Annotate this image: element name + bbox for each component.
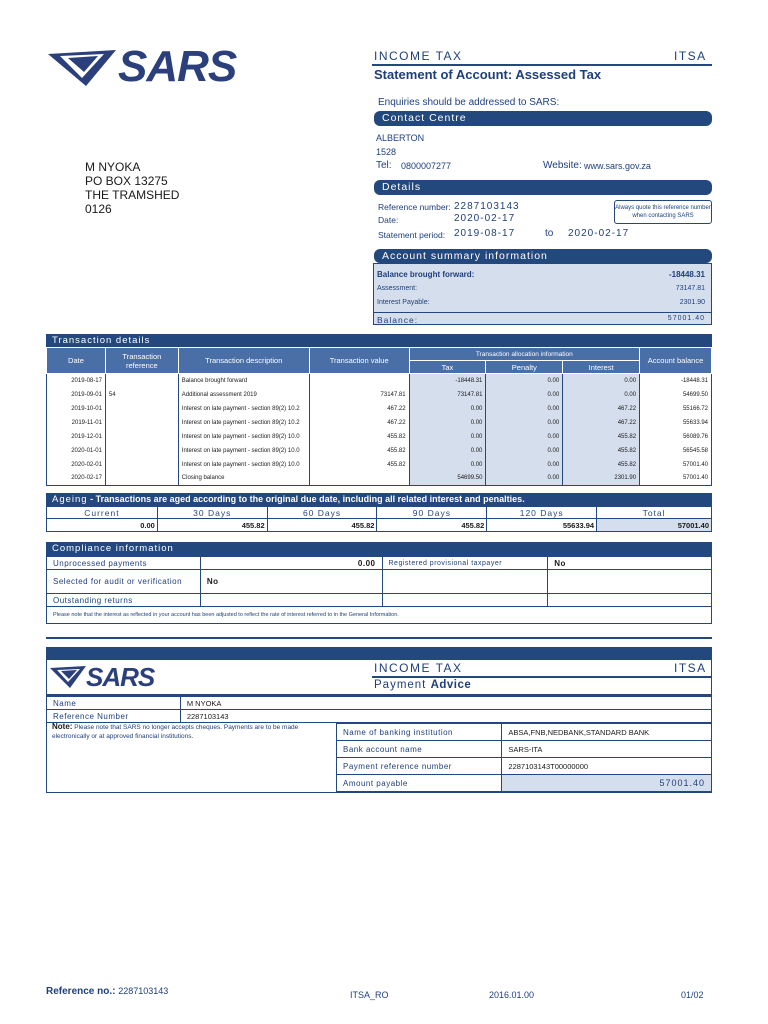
tax-code: ITSA bbox=[674, 49, 707, 63]
cell-balance: 55633.94 bbox=[640, 416, 712, 430]
cell-ref bbox=[105, 374, 178, 388]
summary-balance-value: 57001.40 bbox=[667, 315, 705, 322]
advice-tax-code: ITSA bbox=[674, 661, 707, 675]
table-row bbox=[47, 402, 712, 416]
amount-payable-value: 57001.40 bbox=[502, 775, 712, 792]
address-line-1: M NYOKA bbox=[85, 160, 141, 174]
contact-heading bbox=[374, 111, 712, 126]
summary-interest-label: Interest Payable: bbox=[377, 299, 430, 306]
contact-tel-label: Tel: bbox=[376, 160, 392, 171]
cell-interest: 0.00 bbox=[563, 374, 640, 388]
quote-reference-note bbox=[614, 200, 712, 224]
compliance-heading bbox=[46, 542, 712, 556]
cell-date: 2019-11-01 bbox=[47, 416, 106, 430]
cell-value: 73147.81 bbox=[309, 388, 409, 402]
contact-website-label: Website: bbox=[543, 160, 582, 171]
ageing-value: 455.82 bbox=[267, 519, 377, 532]
cell-balance: 56545.58 bbox=[640, 444, 712, 458]
cell-balance: 56089.76 bbox=[640, 430, 712, 444]
cell-balance: 55166.72 bbox=[640, 402, 712, 416]
enquiries-text: Enquiries should be addressed to SARS: bbox=[378, 97, 560, 108]
advice-name-label: Name bbox=[47, 697, 181, 710]
cell-balance: -18448.31 bbox=[640, 374, 712, 388]
footer-ref-value: 2287103143 bbox=[118, 986, 169, 996]
outstanding-label: Outstanding returns bbox=[47, 594, 201, 607]
advice-name-table bbox=[46, 696, 712, 723]
cell-tax: -18448.31 bbox=[409, 374, 486, 388]
cell-balance: 57001.40 bbox=[640, 458, 712, 472]
amount-payable-label: Amount payable bbox=[337, 775, 502, 792]
ageing-heading-text: - Transactions are aged according to the original due date, including all related interest and penalties. bbox=[87, 494, 525, 504]
cell-tax: 73147.81 bbox=[409, 388, 486, 402]
cell-ref bbox=[105, 472, 178, 486]
cell-tax: 54699.50 bbox=[409, 472, 486, 486]
details-period-label: Statement period: bbox=[378, 230, 446, 240]
bank-account-label: Bank account name bbox=[337, 741, 502, 758]
cell-penalty: 0.00 bbox=[486, 416, 563, 430]
advice-name-value: M NYOKA bbox=[180, 697, 711, 710]
summary-heading bbox=[374, 249, 712, 263]
cell-tax: 0.00 bbox=[409, 458, 486, 472]
table-row bbox=[47, 374, 712, 388]
advice-logo bbox=[48, 662, 168, 692]
col-date: Date bbox=[47, 348, 106, 374]
cell-value: 455.82 bbox=[309, 430, 409, 444]
col-penalty: Penalty bbox=[486, 361, 563, 374]
cell-penalty: 0.00 bbox=[486, 472, 563, 486]
ageing-heading-bold: Ageing bbox=[52, 494, 88, 505]
table-row bbox=[47, 458, 712, 472]
cell-desc: Interest on late payment - section 89(2) 10.0 bbox=[178, 444, 309, 458]
contact-tel: 0800007277 bbox=[401, 161, 452, 171]
cell-interest: 467.22 bbox=[563, 402, 640, 416]
footer-version: 2016.01.00 bbox=[489, 990, 535, 1000]
details-period-to-label: to bbox=[545, 228, 554, 239]
cell-interest: 455.82 bbox=[563, 430, 640, 444]
ageing-col-header: 30 Days bbox=[157, 507, 267, 519]
provisional-value: No bbox=[548, 557, 712, 570]
table-row bbox=[47, 472, 712, 486]
cell-date: 2020-01-01 bbox=[47, 444, 106, 458]
cell-interest: 455.82 bbox=[563, 444, 640, 458]
contact-website-link[interactable]: www.sars.gov.za bbox=[584, 161, 651, 171]
compliance-heading-label: Compliance information bbox=[52, 543, 174, 554]
cell-desc: Closing balance bbox=[178, 472, 309, 486]
contact-city: ALBERTON bbox=[376, 133, 425, 143]
details-date-label: Date: bbox=[378, 215, 399, 225]
summary-assessment-value: 73147.81 bbox=[675, 285, 705, 292]
cell-balance: 54699.50 bbox=[640, 388, 712, 402]
footer-ref bbox=[46, 986, 168, 997]
contact-heading-label: Contact Centre bbox=[382, 112, 467, 124]
advice-note-label: Note: bbox=[52, 722, 73, 731]
ageing-col-header: Total bbox=[597, 507, 712, 519]
outstanding-empty-2 bbox=[548, 594, 712, 607]
cell-tax: 0.00 bbox=[409, 402, 486, 416]
ageing-table bbox=[46, 506, 712, 532]
provisional-label: Registered provisional taxpayer bbox=[382, 557, 548, 570]
cell-value bbox=[309, 472, 409, 486]
footer-form-code: ITSA_RO bbox=[350, 990, 389, 1000]
cell-interest: 455.82 bbox=[563, 458, 640, 472]
table-row bbox=[47, 388, 712, 402]
cell-ref bbox=[105, 444, 178, 458]
summary-balance-row bbox=[377, 315, 705, 325]
cell-desc: Interest on late payment - section 89(2) 10.2 bbox=[178, 402, 309, 416]
cell-desc: Interest on late payment - section 89(2) 10.0 bbox=[178, 458, 309, 472]
cell-penalty: 0.00 bbox=[486, 458, 563, 472]
details-ref-label: Reference number: bbox=[378, 202, 451, 212]
contact-postal-code: 1528 bbox=[376, 147, 397, 157]
ageing-col-header: 90 Days bbox=[377, 507, 487, 519]
transactions-table bbox=[46, 347, 712, 486]
cell-tax: 0.00 bbox=[409, 416, 486, 430]
ageing-value: 55633.94 bbox=[487, 519, 597, 532]
ageing-value: 455.82 bbox=[377, 519, 487, 532]
table-row bbox=[47, 416, 712, 430]
page-title: Statement of Account: Assessed Tax bbox=[374, 67, 602, 82]
bank-account-value: SARS-ITA bbox=[502, 741, 712, 758]
account-summary-box bbox=[373, 263, 712, 325]
summary-bbf-value: -18448.31 bbox=[668, 270, 705, 279]
details-heading-label: Details bbox=[382, 181, 422, 193]
summary-interest-row bbox=[377, 299, 705, 306]
ageing-col-header: 60 Days bbox=[267, 507, 377, 519]
payment-ref-value: 2287103143T00000000 bbox=[502, 758, 712, 775]
cell-value: 467.22 bbox=[309, 402, 409, 416]
header-rule bbox=[372, 64, 712, 66]
cell-penalty: 0.00 bbox=[486, 374, 563, 388]
cell-desc: Interest on late payment - section 89(2) 10.2 bbox=[178, 416, 309, 430]
tax-type: INCOME TAX bbox=[374, 49, 463, 63]
cell-ref bbox=[105, 458, 178, 472]
summary-heading-label: Account summary information bbox=[382, 250, 548, 262]
summary-balance-label: Balance: bbox=[377, 315, 419, 325]
transactions-heading-label: Transaction details bbox=[52, 335, 151, 346]
cell-tax: 0.00 bbox=[409, 430, 486, 444]
page-divider bbox=[46, 637, 712, 639]
advice-tax-type: INCOME TAX bbox=[374, 661, 463, 675]
ageing-value: 0.00 bbox=[47, 519, 158, 532]
cell-ref bbox=[105, 402, 178, 416]
compliance-note: Please note that the interest as reflected in your account has been adjusted to reflect the rate of interest referred to in the General Information. bbox=[47, 607, 712, 624]
footer-ref-label: Reference no.: bbox=[46, 986, 116, 997]
advice-logo-text: SARS bbox=[86, 662, 155, 692]
cell-penalty: 0.00 bbox=[486, 430, 563, 444]
details-period-to: 2020-02-17 bbox=[568, 228, 630, 239]
cell-date: 2020-02-01 bbox=[47, 458, 106, 472]
summary-balance-rule bbox=[374, 312, 711, 313]
footer-page: 01/02 bbox=[681, 990, 704, 1000]
cell-interest: 2301.90 bbox=[563, 472, 640, 486]
col-tax: Tax bbox=[409, 361, 486, 374]
cell-interest: 467.22 bbox=[563, 416, 640, 430]
cell-penalty: 0.00 bbox=[486, 388, 563, 402]
cell-interest: 0.00 bbox=[563, 388, 640, 402]
details-period-from: 2019-08-17 bbox=[454, 228, 516, 239]
address-line-3: THE TRAMSHED bbox=[85, 188, 180, 202]
cell-ref: 54 bbox=[105, 388, 178, 402]
advice-title-a: Payment bbox=[374, 679, 431, 691]
advice-bank-table bbox=[336, 723, 712, 792]
cell-penalty: 0.00 bbox=[486, 402, 563, 416]
summary-bbf-label: Balance brought forward: bbox=[377, 270, 475, 279]
sars-logo bbox=[46, 42, 262, 92]
col-balance: Account balance bbox=[640, 348, 712, 374]
ageing-value: 455.82 bbox=[157, 519, 267, 532]
cell-penalty: 0.00 bbox=[486, 444, 563, 458]
ageing-value: 57001.40 bbox=[597, 519, 712, 532]
summary-interest-value: 2301.90 bbox=[679, 299, 705, 306]
logo-text: SARS bbox=[118, 42, 237, 91]
cell-tax: 0.00 bbox=[409, 444, 486, 458]
col-alloc: Transaction allocation information bbox=[409, 348, 640, 361]
col-ref: Transaction reference bbox=[105, 348, 178, 374]
advice-title-b: Advice bbox=[430, 679, 472, 691]
advice-top-bar bbox=[46, 647, 712, 660]
summary-assessment-row bbox=[377, 285, 705, 292]
cell-balance: 57001.40 bbox=[640, 472, 712, 486]
advice-ref-label: Reference Number bbox=[47, 710, 181, 723]
cell-desc: Interest on late payment - section 89(2) 10.0 bbox=[178, 430, 309, 444]
transactions-heading bbox=[46, 334, 712, 347]
advice-note bbox=[52, 723, 332, 741]
audit-empty-2 bbox=[548, 570, 712, 594]
cell-value bbox=[309, 374, 409, 388]
advice-title bbox=[374, 679, 471, 691]
audit-empty-1 bbox=[382, 570, 548, 594]
transactions-body bbox=[47, 374, 712, 486]
advice-ref-value: 2287103143 bbox=[180, 710, 711, 723]
table-row bbox=[47, 444, 712, 458]
cell-desc: Balance brought forward bbox=[178, 374, 309, 388]
details-heading bbox=[374, 180, 712, 195]
cell-ref bbox=[105, 416, 178, 430]
cell-desc: Additional assessment 2019 bbox=[178, 388, 309, 402]
cell-date: 2020-02-17 bbox=[47, 472, 106, 486]
ageing-col-header: Current bbox=[47, 507, 158, 519]
col-desc: Transaction description bbox=[178, 348, 309, 374]
details-ref-value: 2287103143 bbox=[454, 201, 520, 212]
outstanding-empty-1 bbox=[382, 594, 548, 607]
advice-note-text: Please note that SARS no longer accepts cheques. Payments are to be made electronically or at approved financial institutions. bbox=[52, 724, 299, 740]
payment-ref-label: Payment reference number bbox=[337, 758, 502, 775]
table-row bbox=[47, 430, 712, 444]
quote-reference-note-text: Always quote this reference number when contacting SARS bbox=[615, 205, 711, 219]
audit-label: Selected for audit or verification bbox=[47, 570, 201, 594]
cell-value: 467.22 bbox=[309, 416, 409, 430]
ageing-heading bbox=[46, 493, 712, 506]
summary-bbf-row bbox=[377, 270, 705, 279]
summary-assessment-label: Assessment: bbox=[377, 285, 418, 292]
cell-value: 455.82 bbox=[309, 458, 409, 472]
cell-date: 2019-12-01 bbox=[47, 430, 106, 444]
cell-value: 455.82 bbox=[309, 444, 409, 458]
col-value: Transaction value bbox=[309, 348, 409, 374]
cell-date: 2019-08-17 bbox=[47, 374, 106, 388]
outstanding-value bbox=[200, 594, 382, 607]
compliance-table bbox=[46, 556, 712, 624]
ageing-col-header: 120 Days bbox=[487, 507, 597, 519]
address-line-2: PO BOX 13275 bbox=[85, 174, 168, 188]
cell-date: 2019-09-01 bbox=[47, 388, 106, 402]
col-interest: Interest bbox=[563, 361, 640, 374]
audit-value: No bbox=[200, 570, 382, 594]
address-line-4: 0126 bbox=[85, 202, 112, 216]
cell-ref bbox=[105, 430, 178, 444]
cell-date: 2019-10-01 bbox=[47, 402, 106, 416]
unprocessed-label: Unprocessed payments bbox=[47, 557, 201, 570]
bank-name-value: ABSA,FNB,NEDBANK,STANDARD BANK bbox=[502, 724, 712, 741]
advice-header-rule bbox=[372, 676, 712, 678]
unprocessed-value: 0.00 bbox=[200, 557, 382, 570]
details-date-value: 2020-02-17 bbox=[454, 213, 516, 224]
bank-name-label: Name of banking institution bbox=[337, 724, 502, 741]
